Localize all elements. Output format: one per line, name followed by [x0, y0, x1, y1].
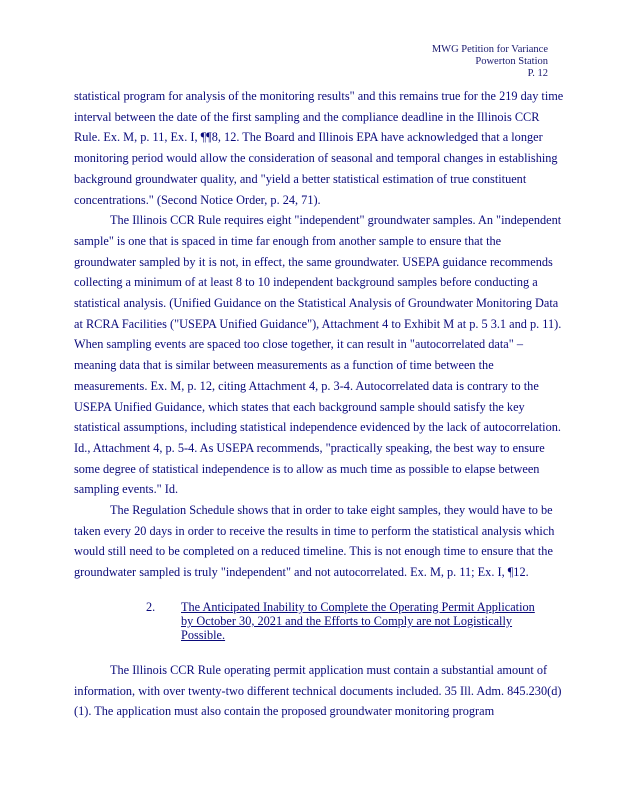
section-number: 2. [146, 599, 156, 614]
paragraph-continued: statistical program for analysis of the monitoring results" and this remains true for the 219 day time interval between the date of the first sampling and the compliance deadline in the Illinois CCR Rule. Ex. M, p. 11, Ex. I, ¶¶8, 12. The Board and Illinois EPA have acknowledged that a longer monitoring period would allow the consideration of seasonal and temporal changes in establishing background groundwater quality, and "yield a better statistical estimation of true constituent concentrations." (Second Notice Order, p. 24, 71). [74, 89, 564, 207]
header-station: Powerton Station [475, 56, 548, 67]
page-header [432, 44, 548, 80]
section-heading [74, 600, 566, 642]
paragraph-permit-application: The Illinois CCR Rule operating permit application must contain a substantial amount of information, with over twenty-two different technical documents included. 35 Ill. Adm. 845.230(d)(1). The application must also contain the proposed groundwater monitoring program [74, 662, 562, 719]
document-body [74, 86, 566, 722]
paragraph-independent-samples: The Illinois CCR Rule requires eight "independent" groundwater samples. An "independent sample" is one that is spaced in time far enough from another sample to ensure that the groundwater sampled by it is not, in effect, the same groundwater. USEPA guidance recommends collecting a minimum of at least 8 to 10 independent background samples before conducting a statistical analysis. (Unified Guidance on the Statistical Analysis of Groundwater Monitoring Data at RCRA Facilities ("USEPA Unified Guidance"), Attachment 4 to Exhibit M at p. 5 3.1 and p. 11). When sampling events are spaced too close together, it can result in "autocorrelated data" – meaning data that is similar between measurements as a function of time between the measurements. Ex. M, p. 12, citing Attachment 4, p. 3-4. Autocorrelated data is contrary to the USEPA Unified Guidance, which states that each background sample should satisfy the key statistical assumptions, including statistical independence evidenced by the lack of autocorrelation. Id., Attachment 4, p. 5-4. As USEPA recommends, "practically speaking, the best way to ensure some degree of statistical independence is to allow as much time as possible to elapse between sampling events." Id. [74, 213, 562, 497]
section-title: The Anticipated Inability to Complete the Operating Permit Application by October 30, 2021 and the Efforts to Comply are not Logistically Possible. [181, 599, 535, 642]
header-page-number: P. 12 [527, 68, 548, 79]
header-title: MWG Petition for Variance [431, 44, 548, 55]
paragraph-regulation-schedule: The Regulation Schedule shows that in order to take eight samples, they would have to be taken every 20 days in order to receive the results in time to perform the statistical analysis which would still need to be completed on a reduced timeline. This is not enough time to ensure that the groundwater sampled is truly "independent" and not autocorrelated. Ex. M, p. 11; Ex. I, ¶12. [74, 503, 555, 580]
